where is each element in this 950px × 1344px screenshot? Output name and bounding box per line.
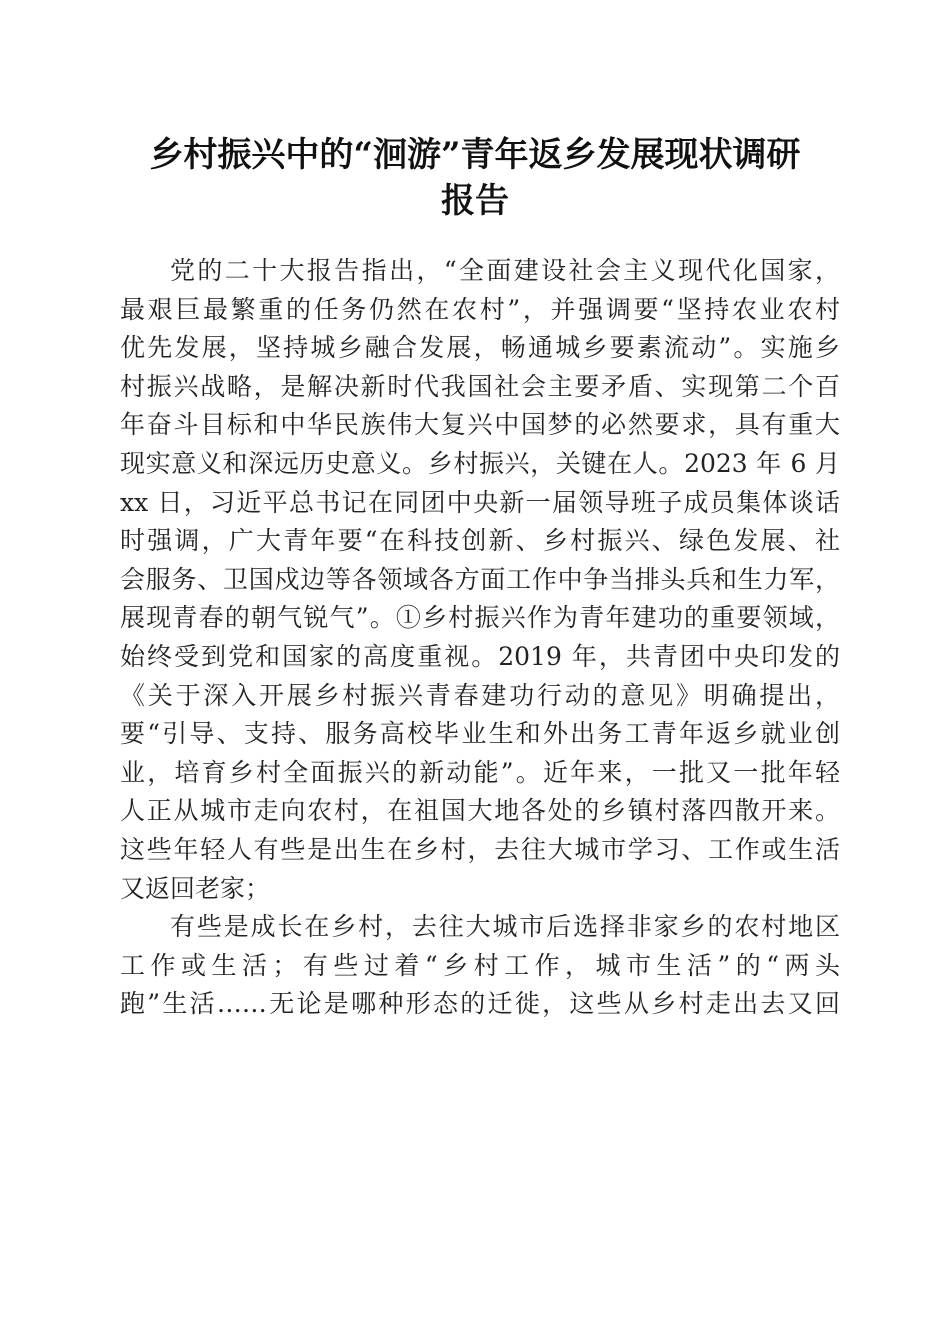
text-line: 会服务、卫国戍边等各领域各方面工作中争当排头兵和生力军， bbox=[120, 564, 840, 594]
text-line: 跑”生活……无论是哪种形态的迁徙，这些从乡村走出去又回 bbox=[120, 989, 840, 1019]
text-line: xx 日，习近平总书记在同团中央新一届领导班子成员集体谈话 bbox=[120, 487, 840, 517]
paragraph-2 bbox=[120, 908, 840, 1024]
title-line: 报告 bbox=[441, 181, 509, 221]
text-line: 业，培育乡村全面振兴的新动能”。近年来，一批又一批年轻 bbox=[120, 757, 840, 787]
text-line: 展现青春的朝气锐气”。①乡村振兴作为青年建功的重要领域， bbox=[120, 603, 840, 633]
text-line: 工作或生活；有些过着“乡村工作，城市生活”的“两头 bbox=[120, 950, 840, 980]
paragraph-1 bbox=[120, 252, 840, 908]
text-line: 年奋斗目标和中华民族伟大复兴中国梦的必然要求，具有重大 bbox=[120, 410, 840, 440]
text-line: 党的二十大报告指出，“全面建设社会主义现代化国家， bbox=[170, 256, 840, 285]
text-line: 村振兴战略，是解决新时代我国社会主要矛盾、实现第二个百 bbox=[120, 371, 840, 401]
text-line: 最艰巨最繁重的任务仍然在农村”，并强调要“坚持农业农村 bbox=[120, 294, 840, 324]
text-line: 要“引导、支持、服务高校毕业生和外出务工青年返乡就业创 bbox=[120, 719, 840, 749]
text-line: 这些年轻人有些是出生在乡村，去往大城市学习、工作或生活 bbox=[120, 834, 840, 864]
text-line: 始终受到党和国家的高度重视。2019 年，共青团中央印发的 bbox=[120, 641, 840, 671]
document-body bbox=[120, 252, 840, 1024]
text-line: 时强调，广大青年要“在科技创新、乡村振兴、绿色发展、社 bbox=[120, 526, 840, 556]
text-line: 《关于深入开展乡村振兴青春建功行动的意见》明确提出， bbox=[120, 680, 840, 710]
text-line: 优先发展，坚持城乡融合发展，畅通城乡要素流动”。实施乡 bbox=[120, 333, 840, 363]
document-title bbox=[100, 132, 850, 224]
text-line: 人正从城市走向农村，在祖国大地各处的乡镇村落四散开来。 bbox=[120, 796, 840, 826]
text-line: 现实意义和深远历史意义。乡村振兴，关键在人。2023 年 6 月 bbox=[120, 448, 840, 478]
text-line: 又返回老家； bbox=[120, 873, 271, 903]
title-line: 乡村振兴中的“洄游”青年返乡发展现状调研 bbox=[149, 135, 801, 175]
text-line: 有些是成长在乡村，去往大城市后选择非家乡的农村地区 bbox=[170, 912, 840, 942]
